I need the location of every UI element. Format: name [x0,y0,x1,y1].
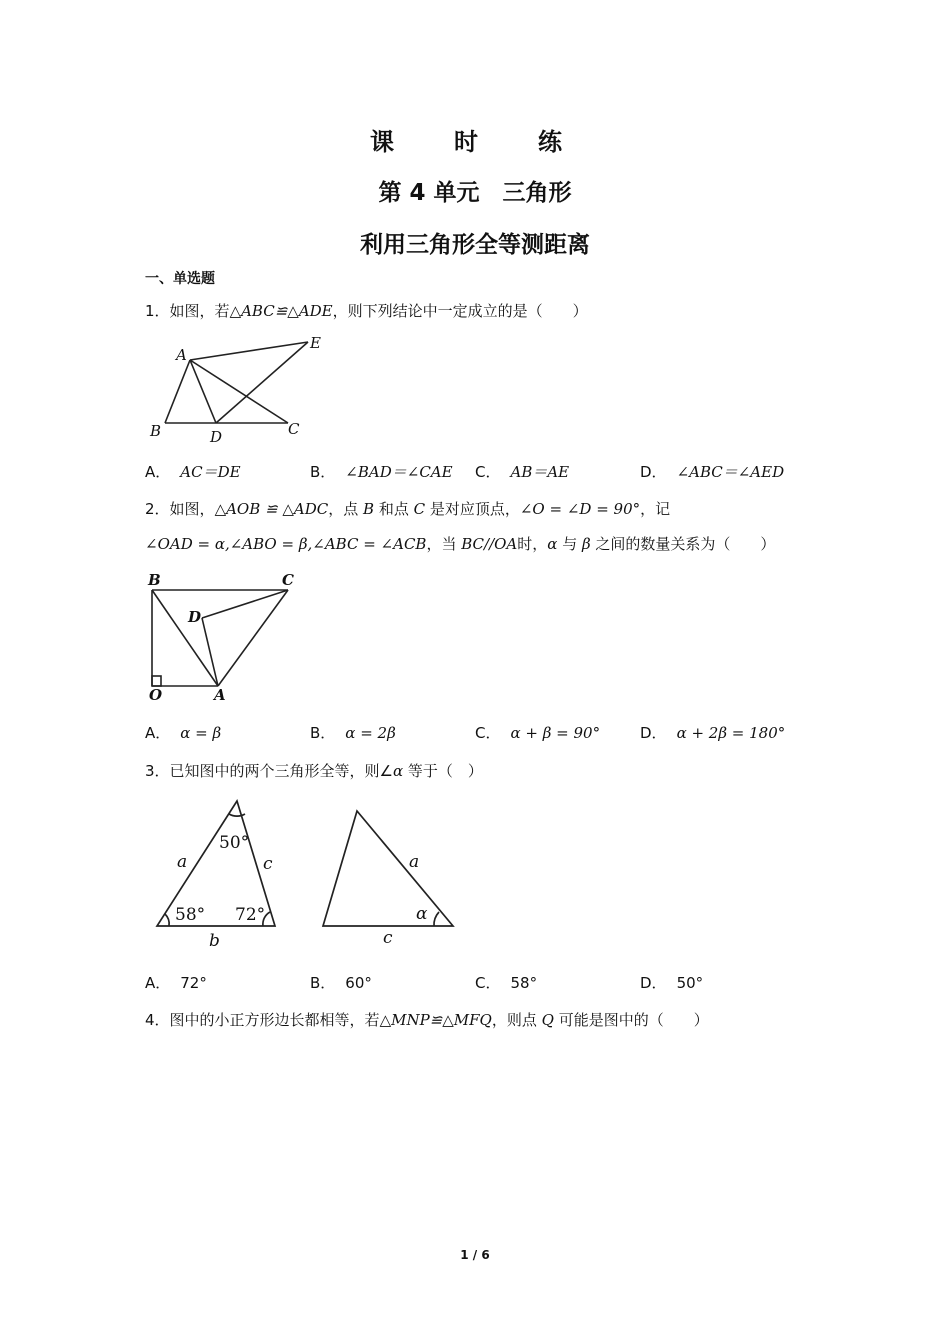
angle-arc-58 [165,914,169,926]
label-a: A [176,346,187,364]
label-d: D [210,428,223,445]
q3-option-b[interactable]: B． 60° [310,974,372,992]
q2-option-b[interactable]: B． α = 2β [310,724,396,742]
label-side-c-left: c [263,854,273,874]
segment-ca [218,590,288,686]
unit-title: 第 4 单元 三角形 [378,180,572,206]
question-number: 2． [145,500,170,518]
label-b: B [148,571,161,589]
q1-option-c[interactable]: C． AB＝AE [475,463,570,481]
question-number: 1． [145,302,170,320]
label-side-a-left: a [177,852,188,872]
question-2-stem-line2: ∠OAD = α,∠ABO = β,∠ABC = ∠ACB，当 BC//OA时，α 与 β 之间的数量关系为（ ） [145,535,776,553]
label-d: D [188,608,202,626]
angle-arc-alpha [434,912,439,926]
q1-option-d[interactable]: D． ∠ABC＝∠AED [640,463,785,481]
label-a: A [214,686,226,703]
angle-arc-50 [229,814,245,816]
segment-ad [190,360,216,423]
question-number: 4． [145,1011,170,1029]
question-1-figure [140,330,340,445]
q1-option-b[interactable]: B． ∠BAD＝∠CAE [310,463,453,481]
q2-option-c[interactable]: C． α + β = 90° [475,724,601,742]
segment-ab [165,360,190,423]
segment-ba [152,590,218,686]
q3-option-c[interactable]: C． 58° [475,974,538,992]
q1-option-a[interactable]: A． AC＝DE [145,463,241,481]
q2-option-a[interactable]: A． α = β [145,724,222,742]
label-angle-58: 58° [175,905,206,925]
page-number: 1 / 6 [460,1248,490,1262]
question-2-figure [140,568,310,703]
q3-option-d[interactable]: D． 50° [640,974,704,992]
label-side-c-right: c [383,928,393,948]
label-side-b: b [209,931,220,951]
segment-ac [190,360,288,423]
worksheet-title: 课 时 练 [370,128,580,156]
label-e: E [310,334,321,352]
label-c: C [282,571,294,589]
label-o: O [149,686,163,703]
question-number: 3． [145,762,170,780]
q2-option-d[interactable]: D． α + 2β = 180° [640,724,786,742]
segment-da [202,618,218,686]
label-angle-alpha: α [416,904,428,924]
label-angle-72: 72° [235,905,266,925]
question-3-stem: 3．已知图中的两个三角形全等，则∠α 等于（ ） [145,762,483,780]
topic-title: 利用三角形全等测距离 [360,232,590,258]
label-c: C [288,420,300,438]
label-angle-50: 50° [219,833,250,853]
question-1-stem: 1．如图，若△ABC≌△ADE，则下列结论中一定成立的是（ ） [145,302,588,320]
triangle-right [323,811,453,926]
segment-cd [202,590,288,618]
right-angle-mark [152,676,161,686]
section-heading: 一、单选题 [145,271,215,287]
label-b: B [150,422,162,440]
label-side-a-right: a [409,852,420,872]
question-2-stem-line1: 2．如图，△AOB ≌ △ADC，点 B 和点 C 是对应顶点，∠O = ∠D = 90°，记 [145,500,671,518]
q3-option-a[interactable]: A． 72° [145,974,207,992]
question-3-figure [145,795,465,955]
question-4-stem: 4．图中的小正方形边长都相等，若△MNP≌△MFQ，则点 Q 可能是图中的（ ） [145,1011,709,1029]
